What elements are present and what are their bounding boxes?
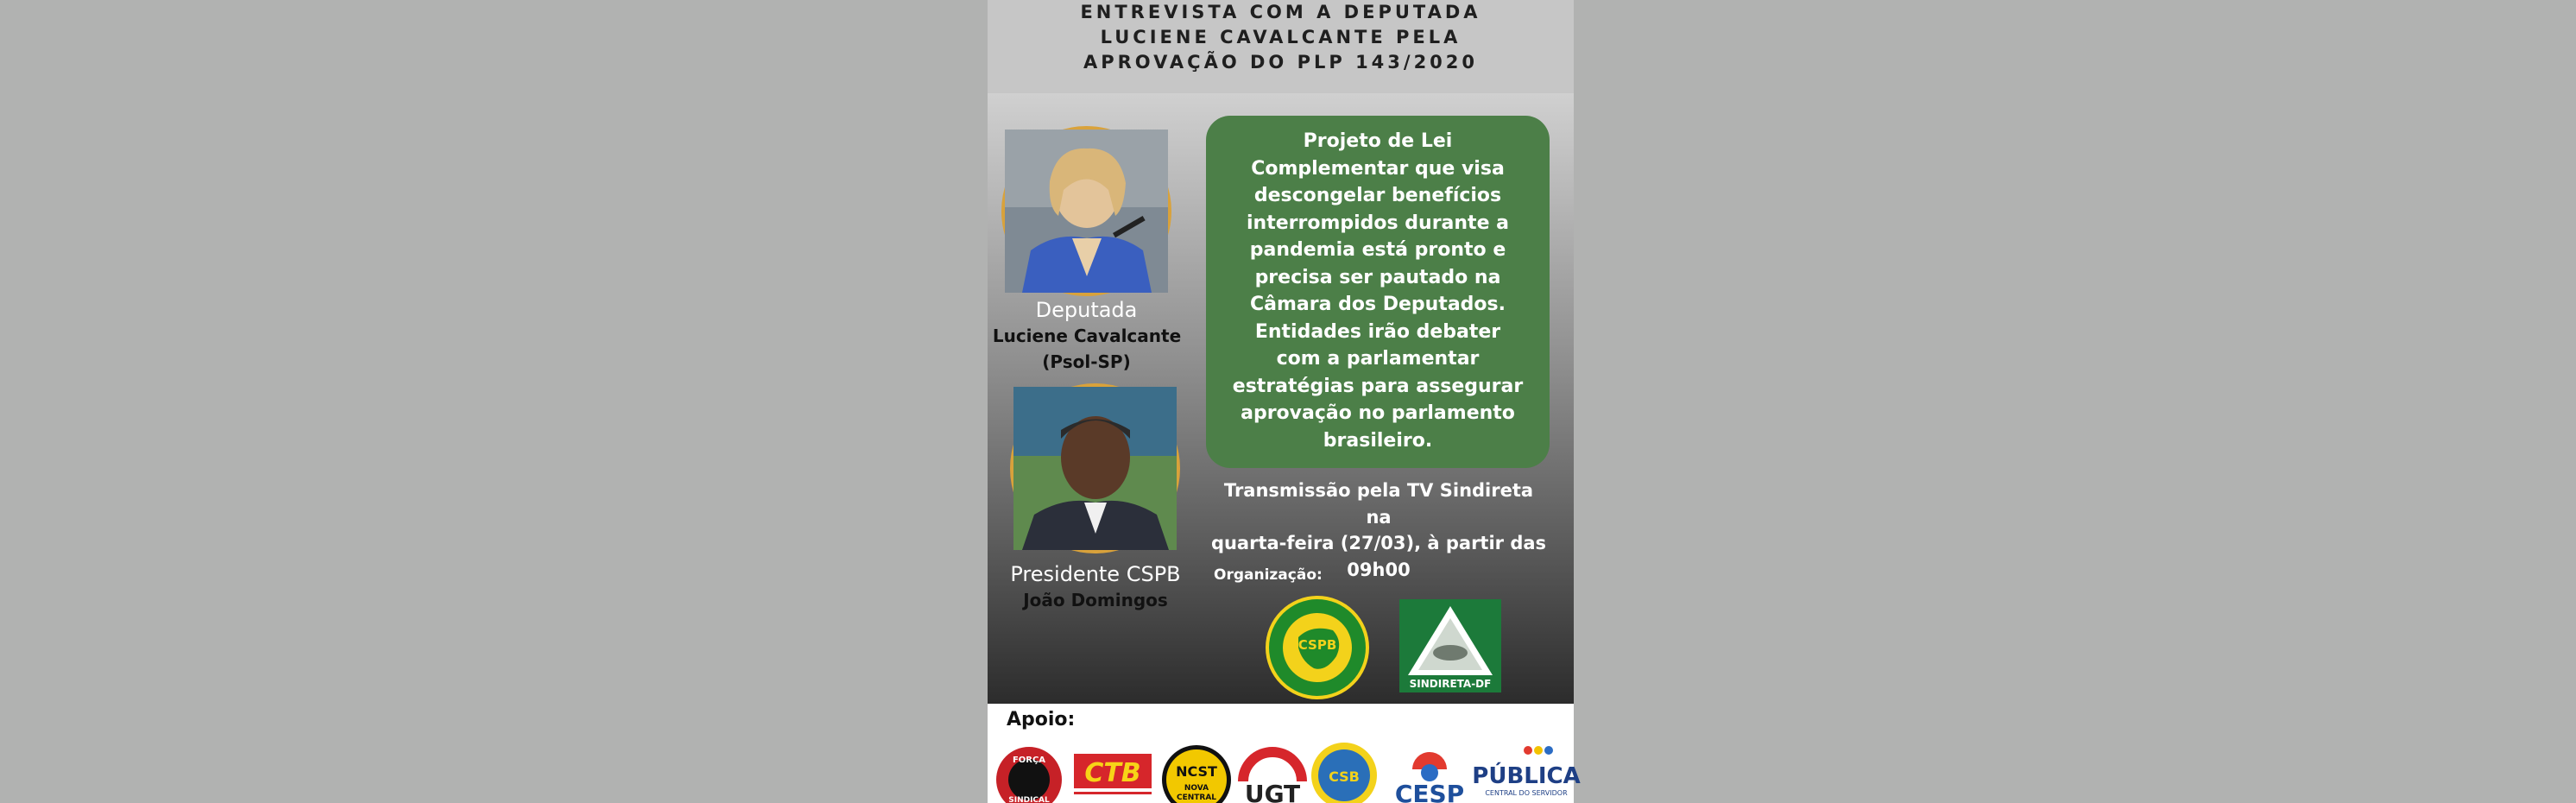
broadcast-line: quarta-feira (27/03), à partir das bbox=[1210, 533, 1547, 553]
info-line: pandemia está pronto e bbox=[1249, 239, 1506, 261]
csb-logo bbox=[1309, 740, 1380, 803]
info-box bbox=[1206, 116, 1550, 468]
publica-logo bbox=[1472, 742, 1581, 803]
organizacao-label: Organização: bbox=[1214, 566, 1323, 584]
title-line-1: ENTREVISTA COM A DEPUTADA bbox=[1080, 2, 1481, 22]
info-line: com a parlamentar bbox=[1276, 348, 1480, 370]
header bbox=[988, 0, 1574, 93]
presidente-photo bbox=[1010, 383, 1180, 553]
svg-text:CESP: CESP bbox=[1394, 780, 1465, 803]
broadcast-line: Transmissão pela TV Sindireta na bbox=[1223, 480, 1534, 528]
svg-text:CENTRAL: CENTRAL bbox=[1176, 794, 1217, 802]
svg-text:CTB: CTB bbox=[1084, 758, 1141, 788]
info-line: estratégias para assegurar bbox=[1232, 375, 1524, 397]
info-line: Projeto de Lei bbox=[1303, 130, 1453, 152]
cspb-logo bbox=[1264, 594, 1371, 701]
info-line: brasileiro. bbox=[1323, 429, 1433, 452]
svg-text:CSPB: CSPB bbox=[1297, 637, 1337, 653]
ncst-logo bbox=[1160, 743, 1233, 803]
deputada-role: Deputada bbox=[1035, 298, 1138, 322]
info-line: Entidades irão debater bbox=[1254, 320, 1501, 343]
title-line-3: APROVAÇÃO DO PLP 143/2020 bbox=[1083, 52, 1479, 73]
broadcast-line: 09h00 bbox=[1347, 559, 1411, 580]
ugt-logo bbox=[1238, 747, 1307, 803]
info-line: Complementar que visa bbox=[1251, 157, 1505, 180]
svg-text:CENTRAL DO SERVIDOR: CENTRAL DO SERVIDOR bbox=[1485, 789, 1568, 797]
info-line: descongelar benefícios bbox=[1253, 185, 1502, 206]
info-line: interrompidos durante a bbox=[1247, 212, 1509, 234]
svg-text:SINDIRETA-DF: SINDIRETA-DF bbox=[1409, 678, 1492, 690]
presidente-name: João Domingos bbox=[1023, 590, 1168, 610]
forca-sindical-logo bbox=[994, 745, 1064, 803]
svg-text:CSB: CSB bbox=[1329, 768, 1360, 785]
info-text bbox=[1223, 128, 1532, 454]
svg-text:NCST: NCST bbox=[1176, 763, 1217, 780]
support-band bbox=[988, 704, 1581, 803]
presidente-role: Presidente CSPB bbox=[1010, 562, 1181, 586]
svg-text:PÚBLICA: PÚBLICA bbox=[1472, 763, 1581, 789]
svg-text:SINDICAL: SINDICAL bbox=[1008, 796, 1050, 803]
apoio-label: Apoio: bbox=[1007, 709, 1076, 730]
deputada-photo bbox=[1001, 126, 1171, 296]
deputada-name: Luciene Cavalcante bbox=[992, 326, 1182, 346]
ctb-logo bbox=[1074, 750, 1152, 803]
svg-text:UGT: UGT bbox=[1244, 780, 1301, 803]
info-line: Câmara dos Deputados. bbox=[1249, 294, 1506, 315]
sindireta-df-logo bbox=[1399, 599, 1501, 692]
poster bbox=[988, 0, 1581, 803]
cesp-logo bbox=[1386, 743, 1473, 803]
svg-text:FORÇA: FORÇA bbox=[1012, 756, 1046, 765]
title-line-2: LUCIENE CAVALCANTE PELA bbox=[1100, 27, 1462, 47]
info-line: aprovação no parlamento bbox=[1241, 402, 1515, 424]
svg-text:NOVA: NOVA bbox=[1184, 784, 1209, 793]
info-line: precisa ser pautado na bbox=[1254, 266, 1501, 288]
deputada-party: (Psol-SP) bbox=[1042, 351, 1131, 372]
